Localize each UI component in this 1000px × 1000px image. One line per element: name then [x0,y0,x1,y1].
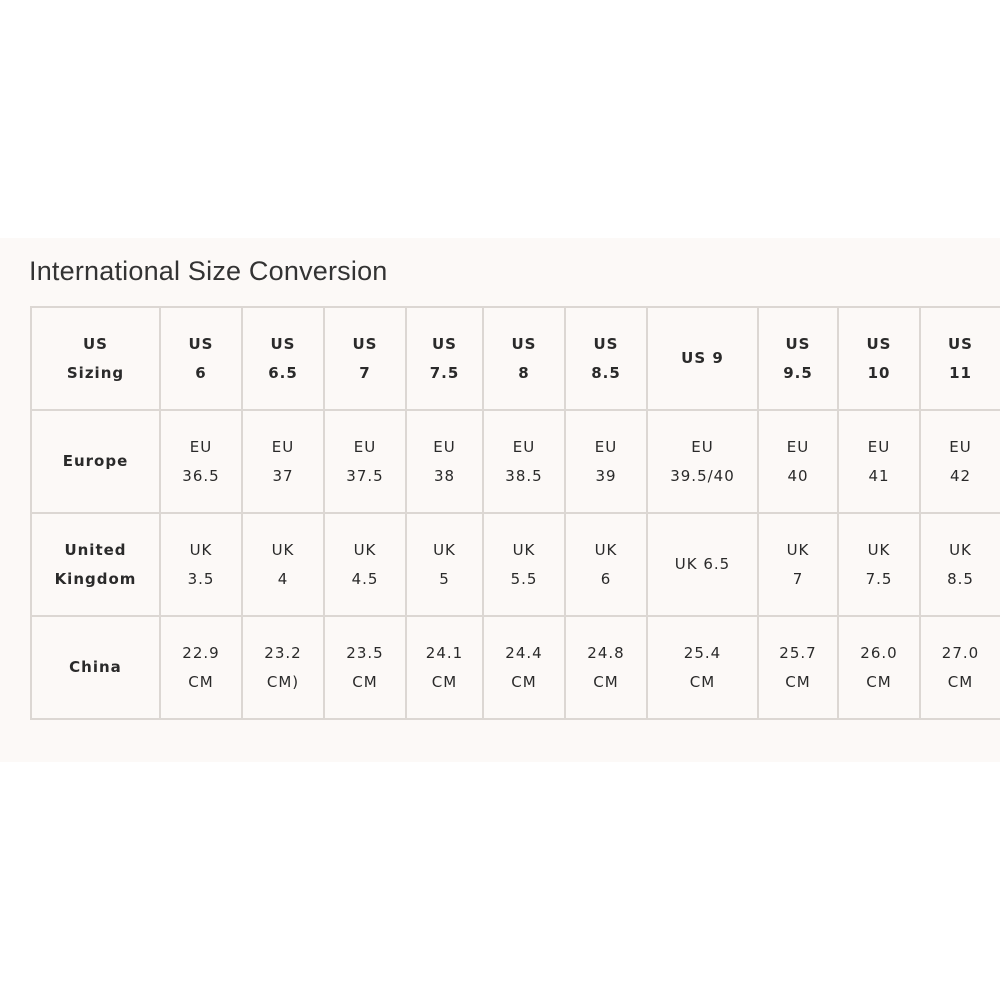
size-cell [483,616,565,719]
size-cell [324,616,406,719]
size-cell-text: 9.5 [783,363,813,382]
row-header [31,307,160,410]
row-united-kingdom [31,513,1000,616]
size-cell-text: 5.5 [510,569,538,588]
size-cell-text: EU [189,437,213,456]
size-cell-text: 37 [272,466,294,485]
size-cell-text: 6 [195,363,207,382]
row-header [31,410,160,513]
size-cell-text: US [866,334,892,353]
size-cell [565,513,647,616]
size-cell-text: CM [785,672,811,691]
size-cell-text: UK [949,540,972,559]
size-cell-text: 24.4 [505,643,543,662]
size-cell [565,410,647,513]
size-cell-text: 8 [518,363,530,382]
size-cell-text: 4.5 [351,569,379,588]
size-cell-text: 8.5 [947,569,974,588]
size-cell-text: US [188,334,214,353]
size-cell [406,307,483,410]
size-cell [920,307,1000,410]
size-cell [483,307,565,410]
size-cell-text: 7 [792,569,804,588]
size-cell-text: CM [511,672,537,691]
row-china [31,616,1000,719]
row-header-text: Kingdom [54,569,137,588]
size-cell [758,513,838,616]
size-cell-text: 7 [359,363,371,382]
size-cell [647,513,758,616]
size-cell-text: UK [594,540,618,559]
size-cell-text: UK [433,540,456,559]
size-cell-text: US [270,334,296,353]
size-cell [160,410,242,513]
size-cell-text: 41 [868,466,890,485]
size-cell-text: EU [433,437,456,456]
size-cell-text: 24.8 [587,643,625,662]
size-cell-text: CM [947,672,974,691]
size-cell [160,616,242,719]
size-cell-text: 8.5 [591,363,621,382]
size-cell-text: CM [431,672,458,691]
size-cell-text: 23.2 [264,643,302,662]
row-europe [31,410,1000,513]
size-cell [758,410,838,513]
size-cell-text: US [593,334,619,353]
size-cell [920,616,1000,719]
size-cell-text: US [785,334,811,353]
size-cell-text: EU [786,437,810,456]
row-header [31,616,160,719]
row-header-text: China [69,658,122,676]
size-cell [647,307,758,410]
size-cell-text: EU [512,437,536,456]
size-cell-text: CM [866,672,892,691]
size-cell [838,410,920,513]
size-cell-text: EU [691,437,714,456]
row-header-text: United [64,540,127,559]
size-cell [242,307,324,410]
size-cell-text: 23.5 [346,643,384,662]
size-cell-text: UK [353,540,377,559]
size-cell-text: UK [512,540,536,559]
size-cell-text: 37.5 [346,466,384,485]
size-cell-text: 40 [787,466,809,485]
size-cell-text: EU [594,437,618,456]
size-cell-text: 25.4 [683,643,722,662]
size-cell-text: 22.9 [182,643,220,662]
row-header-text: Europe [62,452,129,470]
size-cell-text: 7.5 [429,363,460,382]
size-cell [838,616,920,719]
size-cell [838,307,920,410]
row-header-text: Sizing [66,363,125,382]
size-cell-text: 3.5 [187,569,215,588]
size-cell [324,307,406,410]
size-cell [920,513,1000,616]
size-cell-text: 27.0 [941,643,980,662]
size-cell-text: 24.1 [425,643,464,662]
size-cell-text: UK 6.5 [674,555,731,573]
size-cell [406,513,483,616]
size-cell [838,513,920,616]
size-cell [758,307,838,410]
size-cell [324,410,406,513]
size-cell-text: US [511,334,537,353]
size-cell-text: CM [689,672,716,691]
size-cell-text: UK [867,540,891,559]
size-cell-text: US [948,334,973,353]
size-cell [647,616,758,719]
size-cell-text: 26.0 [860,643,898,662]
size-cell-text: CM [352,672,378,691]
size-cell [242,616,324,719]
size-cell-text: CM [188,672,214,691]
size-cell-text: EU [271,437,295,456]
size-cell-text: 4 [277,569,289,588]
size-cell [242,410,324,513]
size-cell-text: 36.5 [182,466,220,485]
size-cell [483,513,565,616]
page-title: International Size Conversion [29,256,388,286]
size-cell [483,410,565,513]
size-cell-text: US [352,334,378,353]
size-cell [406,616,483,719]
size-cell-text: 11 [949,363,972,382]
size-cell [920,410,1000,513]
row-header-text: US [83,334,108,353]
size-cell [758,616,838,719]
size-cell-text: 7.5 [865,569,893,588]
size-cell-text: 38.5 [505,466,543,485]
size-cell [160,307,242,410]
size-cell-text: 39.5/40 [670,466,735,485]
size-cell [406,410,483,513]
size-cell [647,410,758,513]
size-cell-text: 6 [600,569,612,588]
size-cell-text: 10 [867,363,891,382]
size-cell [160,513,242,616]
size-cell [242,513,324,616]
size-conversion-table [30,306,1000,720]
size-cell-text: EU [867,437,891,456]
size-cell-text: 5 [439,569,450,588]
size-cell-text: 42 [949,466,972,485]
size-cell [324,513,406,616]
row-us-sizing [31,307,1000,410]
size-cell-text: EU [353,437,377,456]
size-cell-text: CM [593,672,619,691]
row-header [31,513,160,616]
size-cell-text: 25.7 [779,643,817,662]
size-cell-text: UK [786,540,810,559]
size-cell-text: 6.5 [268,363,298,382]
size-cell [565,616,647,719]
size-cell-text: UK [271,540,295,559]
size-cell-text: UK [189,540,213,559]
size-cell-text: 38 [433,466,456,485]
size-cell-text: 39 [595,466,617,485]
size-cell-text: EU [949,437,972,456]
size-cell-text: US 9 [681,349,724,367]
size-cell-text: CM) [266,672,300,691]
size-cell [565,307,647,410]
size-cell-text: US [432,334,457,353]
